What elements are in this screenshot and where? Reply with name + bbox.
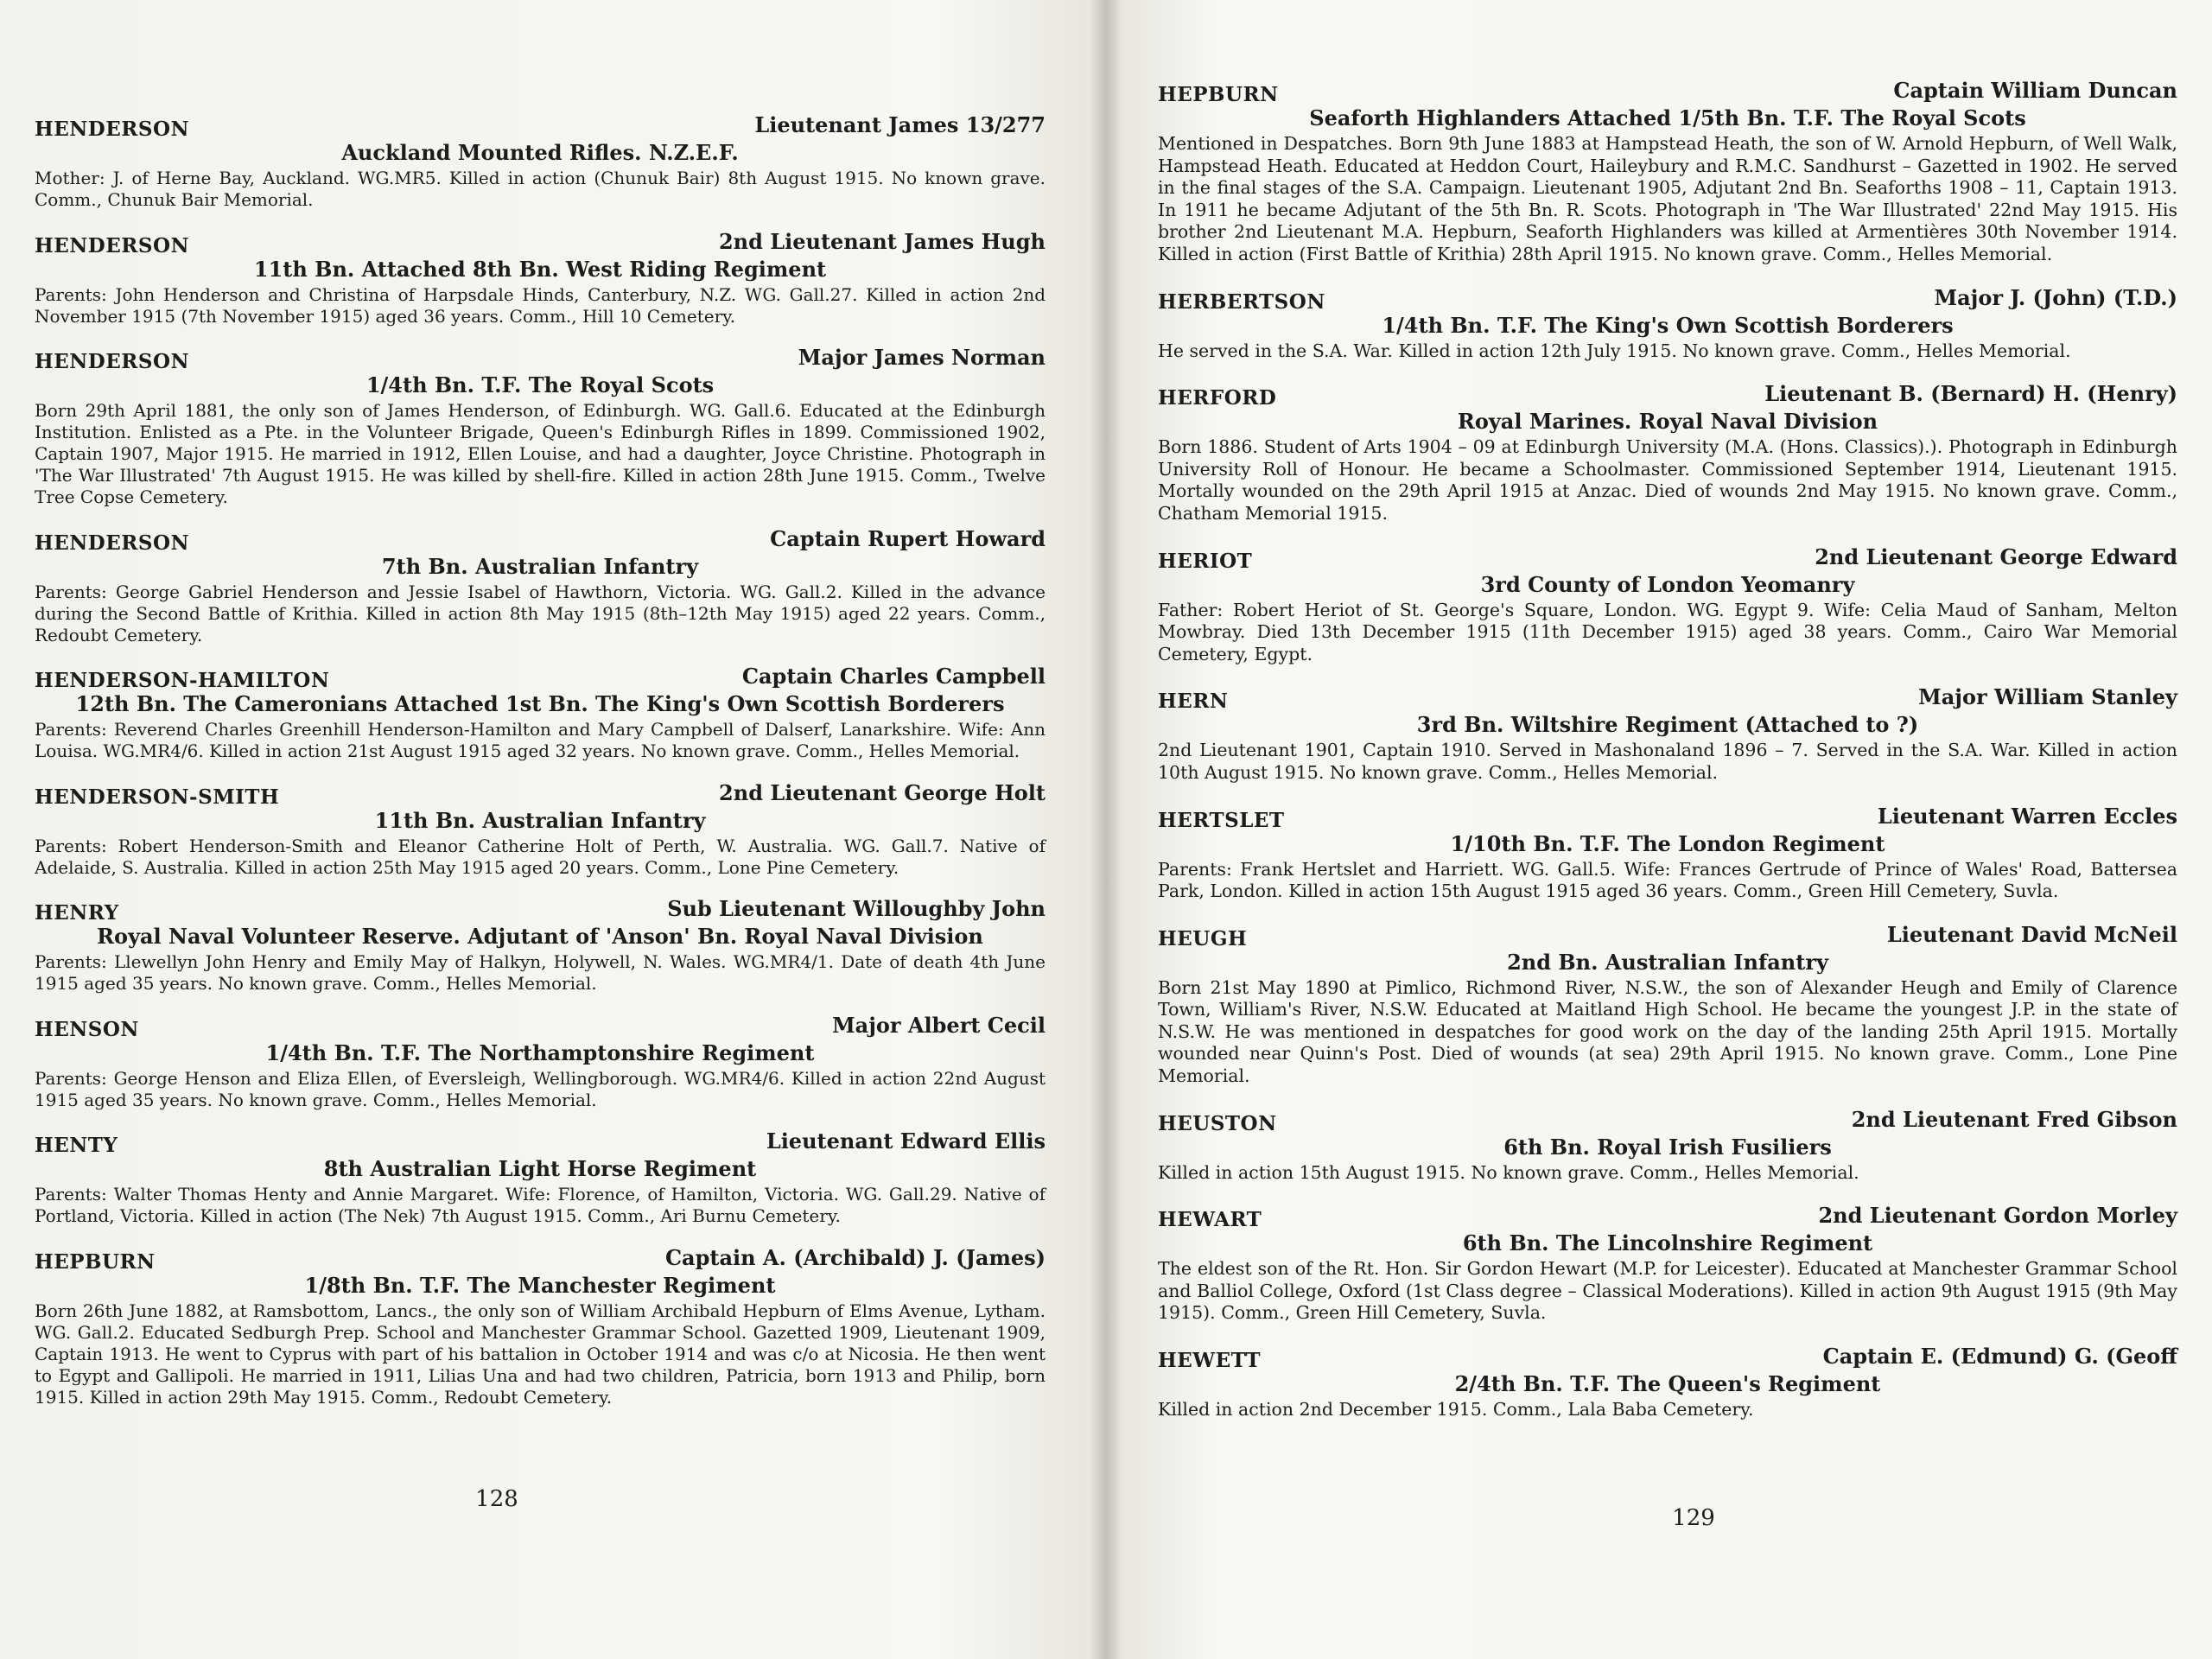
entry-surname: HENDERSON — [35, 233, 190, 257]
roll-entry — [1158, 684, 2177, 784]
entry-unit: 11th Bn. Attached 8th Bn. West Riding Regiment — [253, 256, 827, 282]
entry-rank-name: Lieutenant Warren Eccles — [1877, 803, 2177, 829]
entry-rank-name: Major James Norman — [798, 345, 1046, 370]
roll-entry — [1158, 804, 2177, 903]
entry-body: Parents: Llewellyn John Henry and Emily May of Halkyn, Holywell, N. Wales. WG.MR4/1. Date of death 4th June 1915 aged 35 years. No known grave. Comm., Helles Memorial. — [35, 951, 1046, 994]
entry-surname: HENDERSON — [35, 118, 190, 141]
entry-body: The eldest son of the Rt. Hon. Sir Gordon Hewart (M.P. for Leicester). Educated at Manchester Grammar School and Balliol College, Oxford (1st Class degree – Classical Moderations). Killed in action 9th August 1915 (9th May 1915). Comm., Green Hill Cemetery, Suvla. — [1158, 1258, 2177, 1324]
entry-rank-name: Lieutenant David McNeil — [1886, 921, 2177, 947]
roll-entry — [35, 345, 1046, 508]
entry-surname: HENTY — [35, 1134, 118, 1157]
entry-body: Parents: John Henderson and Christina of Harpsdale Hinds, Canterbury, N.Z. WG. Gall.27. Killed in action 2nd November 1915 (7th November 1915) aged 36 years. Comm., Hill 10 Cemetery. — [35, 283, 1046, 327]
entry-unit: 1/8th Bn. T.F. The Manchester Regiment — [304, 1272, 776, 1298]
entry-body: Parents: Reverend Charles Greenhill Henderson-Hamilton and Mary Campbell of Dalserf, Lanarkshire. Wife: Ann Louisa. WG.MR4/6. Killed in action 21st August 1915 aged 32 years. No known grave. Comm., Helles Memorial. — [35, 719, 1046, 761]
entry-header — [35, 780, 1046, 836]
entry-rank-name: 2nd Lieutenant George Edward — [1815, 543, 2177, 569]
entry-rank-name: Major J. (John) (T.D.) — [1934, 284, 2177, 310]
entry-rank-name: Captain William Duncan — [1893, 78, 2177, 103]
roll-entry — [35, 896, 1046, 995]
entry-header — [1158, 1203, 2177, 1258]
roll-entry — [1158, 544, 2177, 666]
entry-header — [35, 664, 1046, 719]
entry-body: Mother: J. of Herne Bay, Auckland. WG.MR5. Killed in action (Chunuk Bair) 8th August 1915. No known grave. Comm., Chunuk Bair Memorial. — [35, 168, 1046, 210]
entry-body: Parents: Frank Hertslet and Harriett. WG. Gall.5. Wife: Frances Gertrude of Prince of Wales' Road, Battersea Park, London. Killed in action 15th August 1915 aged 36 years. Comm., Green Hill Cemetery, Suvla. — [1158, 858, 2177, 902]
roll-entry — [35, 229, 1046, 327]
entry-header — [35, 1245, 1046, 1300]
roll-entry — [1158, 78, 2177, 266]
entry-unit: 3rd Bn. Wiltshire Regiment (Attached to ?) — [1416, 712, 1919, 738]
roll-entry — [35, 526, 1046, 646]
entry-body: Born 1886. Student of Arts 1904 – 09 at Edinburgh University (M.A. (Hons. Classics).). Photograph in Edinburgh University Roll of Honour. He became a Schoolmaster. Commissioned September 1914, Lieutenant 1915. Mortally wounded on the 29th April 1915 at Anzac. Died of wounds 2nd May 1915. No known grave. Comm., Chatham Memorial 1915. — [1158, 436, 2177, 524]
roll-entry — [1158, 285, 2177, 363]
entry-rank-name: Sub Lieutenant Willoughby John — [667, 896, 1046, 921]
entry-unit: 6th Bn. The Lincolnshire Regiment — [1462, 1230, 1873, 1256]
entry-rank-name: Captain Rupert Howard — [770, 525, 1046, 551]
entry-header — [35, 345, 1046, 400]
roll-entry — [1158, 1107, 2177, 1185]
entry-unit: 6th Bn. Royal Irish Fusiliers — [1503, 1134, 1832, 1160]
entry-header — [1158, 544, 2177, 600]
entry-surname: HENDERSON-HAMILTON — [35, 669, 330, 692]
entry-surname: HERTSLET — [1158, 808, 1285, 832]
entry-body: Killed in action 15th August 1915. No known grave. Comm., Helles Memorial. — [1158, 1161, 1859, 1183]
entry-surname: HERIOT — [1158, 549, 1253, 573]
entry-body: Parents: George Henson and Eliza Ellen, of Eversleigh, Wellingborough. WG.MR4/6. Killed in action 22nd August 1915 aged 35 years. No known grave. Comm., Helles Memorial. — [35, 1067, 1046, 1110]
entry-header — [35, 896, 1046, 951]
entry-header — [35, 1013, 1046, 1068]
entry-rank-name: Major William Stanley — [1918, 684, 2177, 710]
entry-rank-name: Lieutenant James 13/277 — [754, 112, 1046, 137]
entry-unit: 2nd Bn. Australian Infantry — [1507, 949, 1828, 975]
entry-rank-name: Captain Charles Campbell — [741, 664, 1046, 689]
entry-rank-name: Captain E. (Edmund) G. (Geoff — [1822, 1344, 2177, 1370]
entry-rank-name: 2nd Lieutenant George Holt — [719, 779, 1046, 805]
entry-header — [1158, 78, 2177, 133]
entry-surname: HENDERSON-SMITH — [35, 785, 280, 809]
roll-entry — [35, 1128, 1046, 1227]
entry-unit: 12th Bn. The Cameronians Attached 1st Bn. The King's Own Scottish Borderers — [75, 691, 1005, 716]
entry-body: Parents: Robert Henderson-Smith and Eleanor Catherine Holt of Perth, W. Australia. WG. Gall.7. Native of Adelaide, S. Australia. Killed in action 25th May 1915 aged 20 years. Comm., Lone Pine Cemetery. — [35, 835, 1046, 878]
roll-entry — [35, 1245, 1046, 1408]
entry-surname: HENSON — [35, 1017, 139, 1041]
entry-body: Parents: Walter Thomas Henty and Annie Margaret. Wife: Florence, of Hamilton, Victoria. WG. Gall.29. Native of Portland, Victoria. Killed in action (The Nek) 7th August 1915. Comm., Ari Burnu Cemetery. — [35, 1184, 1046, 1226]
entry-body: Parents: George Gabriel Henderson and Jessie Isabel of Hawthorn, Victoria. WG. Gall.2. Killed in the advance during the Second Battle of Krithia. Killed in action 8th May 1915 (8th–12th May 1915) aged 22 years. Comm., Redoubt Cemetery. — [35, 581, 1046, 645]
left-page-text — [35, 112, 1046, 1426]
entry-header — [35, 229, 1046, 284]
entry-surname: HEPBURN — [35, 1249, 156, 1274]
entry-body: Born 26th June 1882, at Ramsbottom, Lancs., the only son of William Archibald Hepburn of Elms Avenue, Lytham. WG. Gall.2. Educated Sedburgh Prep. School and Manchester Grammar School. Gazetted 1909, Lieutenant 1909, Captain 1913. He went to Cyprus with part of his battalion in October 1914 and was c/o at Nicosia. He then went to Egypt and Gallipoli. He married in 1911, Lilias Una and had two children, Patricia, born 1913 and Philip, born 1915. Killed in action 29th May 1915. Comm., Redoubt Cemetery. — [35, 1300, 1046, 1408]
entry-unit: 1/4th Bn. T.F. The King's Own Scottish Borderers — [1382, 312, 1954, 338]
entry-header — [1158, 285, 2177, 340]
entry-unit: 1/4th Bn. T.F. The Royal Scots — [365, 372, 715, 397]
entry-rank-name: 2nd Lieutenant Gordon Morley — [1818, 1203, 2177, 1229]
page-number-right: 129 — [1672, 1505, 1715, 1531]
roll-entry — [1158, 1344, 2177, 1421]
entry-header — [1158, 1344, 2177, 1399]
entry-surname: HEPBURN — [1158, 83, 1279, 106]
entry-unit: 7th Bn. Australian Infantry — [381, 553, 699, 579]
entry-rank-name: Major Albert Cecil — [832, 1012, 1046, 1038]
entry-body: Mentioned in Despatches. Born 9th June 1883 at Hampstead Heath, the son of W. Arnold Hepburn, of Well Walk, Hampstead Heath. Educated at Heddon Court, Haileybury and R.M.C. Sandhurst – Gazetted in 1902. He served in the final stages of the S.A. Campaign. Lieutenant 1905, Adjutant 2nd Bn. Seaforths 1908 – 11, Captain 1913. In 1911 he became Adjutant of the 5th Bn. R. Scots. Photograph in 'The War Illustrated' 22nd May 1915. His brother 2nd Lieutenant M.A. Hepburn, Seaforth Highlanders was killed at Armentières 30th November 1914. Killed in action (First Battle of Krithia) 28th April 1915. No known grave. Comm., Helles Memorial. — [1158, 133, 2177, 264]
entry-rank-name: Captain A. (Archibald) J. (James) — [664, 1244, 1046, 1270]
roll-entry — [35, 1013, 1046, 1111]
page-number-left: 128 — [475, 1486, 518, 1512]
roll-entry — [35, 112, 1046, 211]
book-gutter — [1090, 0, 1122, 1659]
entry-surname: HERFORD — [1158, 386, 1277, 410]
entry-surname: HENDERSON — [35, 350, 190, 373]
entry-rank-name: Lieutenant Edward Ellis — [766, 1128, 1046, 1154]
entry-unit: 11th Bn. Australian Infantry — [374, 807, 706, 833]
entry-unit: Seaforth Highlanders Attached 1/5th Bn. T.F. The Royal Scots — [1309, 105, 2026, 130]
roll-entry — [1158, 381, 2177, 524]
right-page — [1106, 0, 2212, 1659]
entry-header — [1158, 804, 2177, 859]
entry-unit: 1/4th Bn. T.F. The Northamptonshire Regiment — [265, 1039, 815, 1065]
entry-header — [1158, 684, 2177, 740]
entry-body: Born 29th April 1881, the only son of James Henderson, of Edinburgh. WG. Gall.6. Educated at the Edinburgh Institution. Enlisted as a Pte. in the Volunteer Brigade, Queen's Edinburgh Rifles in 1899. Commissioned 1902, Captain 1907, Major 1915. He married in 1912, Ellen Louise, and had a daughter, Joyce Christine. Photograph in 'The War Illustrated' 7th August 1915. He was killed by shell-fire. Killed in action 28th June 1915. Comm., Twelve Tree Copse Cemetery. — [35, 400, 1046, 507]
roll-entry — [35, 780, 1046, 879]
entry-surname: HEUSTON — [1158, 1111, 1277, 1135]
entry-surname: HERN — [1158, 690, 1229, 714]
entry-body: Born 21st May 1890 at Pimlico, Richmond River, N.S.W., the son of Alexander Heugh and Emily of Clarence Town, William's River, N.S.W. Educated at Maitland High School. He became the youngest J.P. in the state of N.S.W. He was mentioned in despatches for good work on the day of the landing 25th April 1915. Mortally wounded near Quinn's Post. Died of wounds (at sea) 29th April 1915. No known grave. Comm., Lone Pine Memorial. — [1158, 976, 2177, 1087]
entry-unit: Royal Marines. Royal Naval Division — [1457, 409, 1878, 435]
entry-header — [1158, 381, 2177, 436]
entry-body: He served in the S.A. War. Killed in action 12th July 1915. No known grave. Comm., Helles Memorial. — [1158, 340, 2071, 361]
entry-header — [35, 526, 1046, 582]
entry-header — [35, 1128, 1046, 1184]
entry-header — [1158, 922, 2177, 977]
entry-surname: HENRY — [35, 901, 119, 925]
entry-unit: 8th Australian Light Horse Regiment — [323, 1156, 757, 1181]
entry-surname: HERBERTSON — [1158, 289, 1325, 314]
entry-unit: 3rd County of London Yeomanry — [1480, 571, 1855, 597]
entry-rank-name: 2nd Lieutenant James Hugh — [718, 228, 1046, 254]
entry-header — [1158, 1107, 2177, 1162]
entry-rank-name: 2nd Lieutenant Fred Gibson — [1851, 1106, 2177, 1132]
entry-unit: 2/4th Bn. T.F. The Queen's Regiment — [1454, 1371, 1881, 1397]
entry-surname: HEWART — [1158, 1208, 1262, 1232]
entry-header — [35, 112, 1046, 168]
entry-body: 2nd Lieutenant 1901, Captain 1910. Served in Mashonaland 1896 – 7. Served in the S.A. War. Killed in action 10th August 1915. No known grave. Comm., Helles Memorial. — [1158, 740, 2177, 783]
right-page-text — [1158, 78, 2177, 1440]
entry-surname: HEUGH — [1158, 926, 1248, 950]
roll-entry — [1158, 1203, 2177, 1325]
roll-entry — [35, 664, 1046, 762]
entry-surname: HENDERSON — [35, 531, 190, 555]
entry-unit: Auckland Mounted Rifles. N.Z.E.F. — [341, 140, 739, 165]
roll-entry — [1158, 922, 2177, 1088]
entry-unit: 1/10th Bn. T.F. The London Regiment — [1450, 830, 1885, 856]
entry-unit: Royal Naval Volunteer Reserve. Adjutant of 'Anson' Bn. Royal Naval Division — [97, 924, 983, 949]
entry-body: Father: Robert Heriot of St. George's Square, London. WG. Egypt 9. Wife: Celia Maud of Sanham, Melton Mowbray. Died 13th December 1915 (11th December 1915) aged 38 years. Comm., Cairo War Memorial Cemetery, Egypt. — [1158, 599, 2177, 664]
entry-surname: HEWETT — [1158, 1349, 1262, 1373]
entry-body: Killed in action 2nd December 1915. Comm., Lala Baba Cemetery. — [1158, 1399, 1754, 1421]
entry-rank-name: Lieutenant B. (Bernard) H. (Henry) — [1764, 381, 2177, 407]
